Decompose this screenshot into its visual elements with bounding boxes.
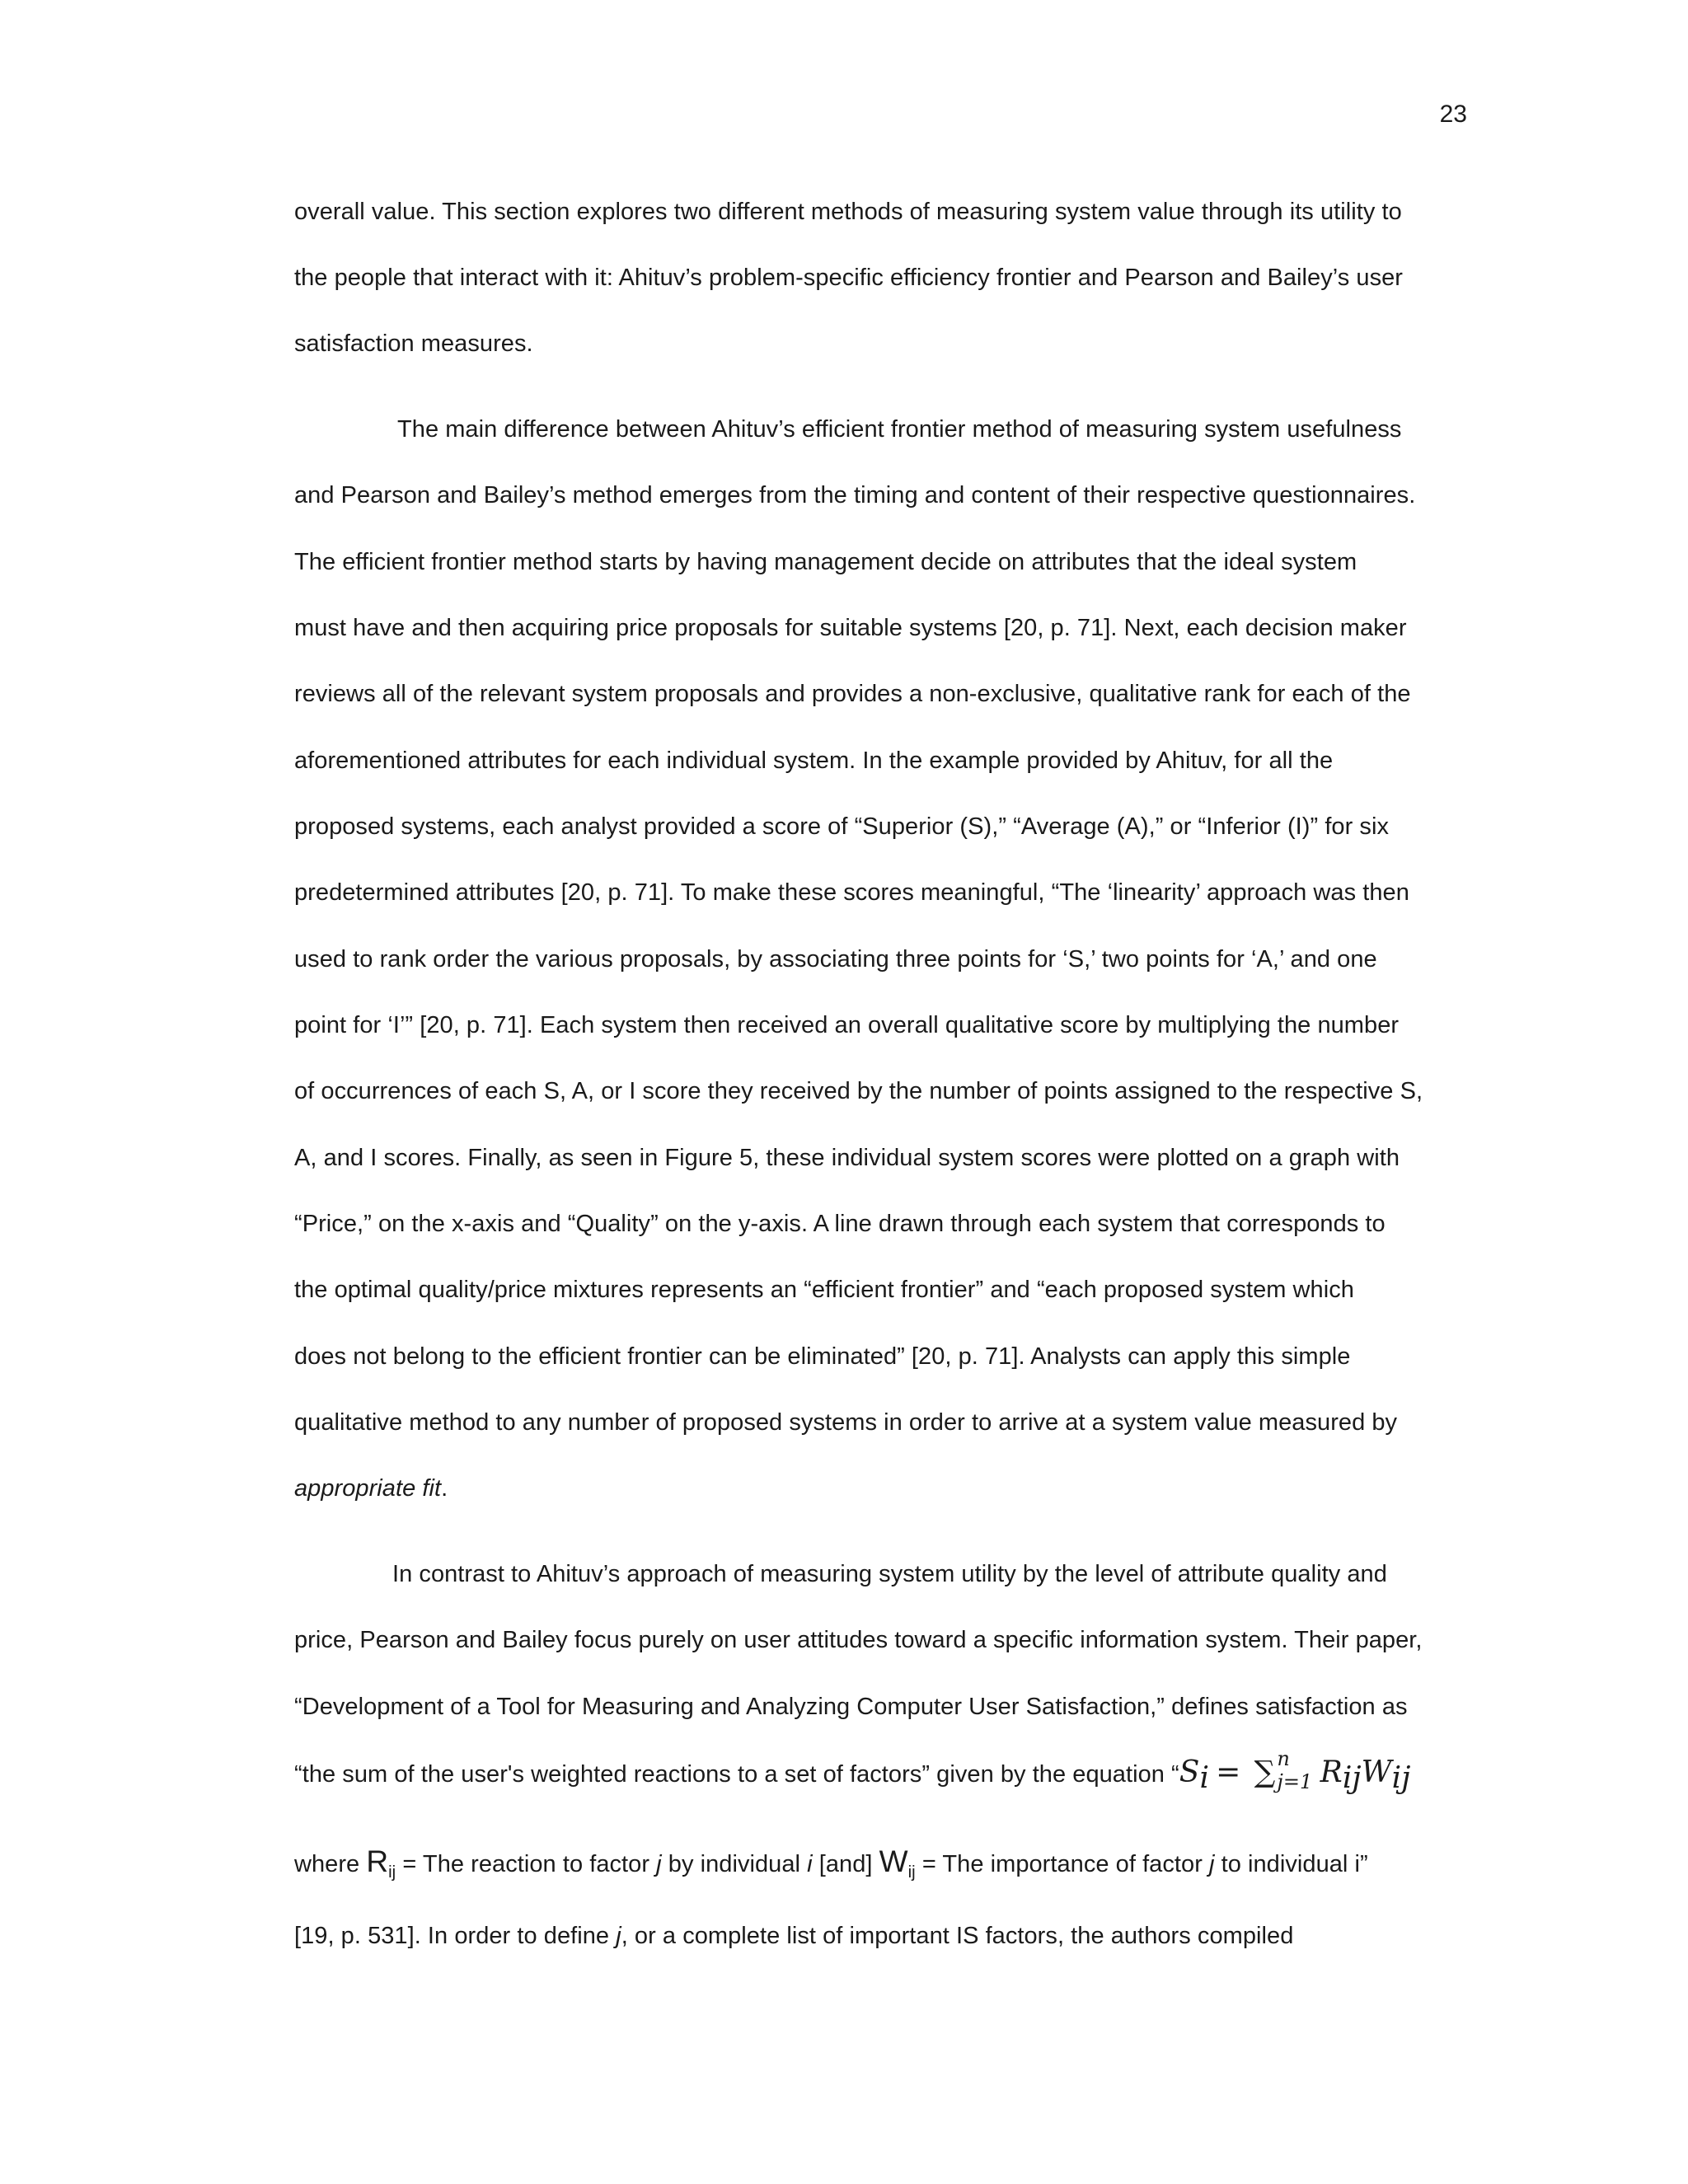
eq-symbol-r: R <box>1320 1755 1343 1789</box>
body-text-line: does not belong to the efficient frontier can be eliminated” [20, p. 71]. Analysts can apply this simple <box>294 1343 1351 1370</box>
text-run: [19, p. 531]. In order to define <box>294 1923 617 1949</box>
body-text-line: “Price,” on the x-axis and “Quality” on the y-axis. A line drawn through each system that corresponds to <box>294 1211 1386 1237</box>
body-text-line: the optimal quality/price mixtures represents an “efficient frontier” and “each proposed system which <box>294 1277 1354 1303</box>
body-text-line <box>294 1844 1368 1882</box>
var-j: j <box>1209 1851 1215 1877</box>
eq-sigma-sub: j=1 <box>1277 1770 1313 1794</box>
var-sub: ij <box>907 1863 916 1882</box>
body-text-line: of occurrences of each S, A, or I score they received by the number of points assigned to the respective S, <box>294 1078 1423 1104</box>
body-text-line: The main difference between Ahituv’s efficient frontier method of measuring system usefulness <box>397 416 1402 443</box>
page-number: 23 <box>1439 101 1467 128</box>
var-sub: ij <box>388 1863 396 1882</box>
equation <box>1179 1747 1411 1795</box>
body-text-line: “Development of a Tool for Measuring and Analyzing Computer User Satisfaction,” defines satisfaction as <box>294 1694 1408 1720</box>
body-text-line <box>294 1923 1293 1950</box>
var-w: W <box>879 1844 908 1878</box>
var-r: R <box>366 1844 389 1878</box>
var-i: i <box>807 1851 813 1877</box>
text-run: by individual <box>661 1851 808 1877</box>
period: . <box>441 1475 448 1502</box>
text-run: , or a complete list of important IS factors, the authors compiled <box>621 1923 1294 1949</box>
body-text-line <box>294 1475 448 1502</box>
body-text-line: In contrast to Ahituv’s approach of measuring system utility by the level of attribute quality and <box>392 1561 1387 1587</box>
body-text-line: point for ‘I’” [20, p. 71]. Each system then received an overall qualitative score by multiplying the number <box>294 1012 1400 1038</box>
body-text-line: price, Pearson and Bailey focus purely on user attitudes toward a specific information system. Their paper, <box>294 1627 1423 1653</box>
equation-line <box>294 1747 1411 1795</box>
eq-sigma-sup: n <box>1277 1747 1290 1771</box>
body-text-line: must have and then acquiring price proposals for suitable systems [20, p. 71]. Next, each decision maker <box>294 615 1407 641</box>
eq-subscript-ij: ij <box>1342 1760 1362 1795</box>
text-run: = The importance of factor <box>915 1851 1210 1877</box>
eq-subscript-i: i <box>1199 1760 1210 1795</box>
var-j: j <box>616 1923 621 1949</box>
body-text-line: proposed systems, each analyst provided a score of “Superior (S),” “Average (A),” or “Inferior (I)” for six <box>294 813 1390 840</box>
body-text-line: A, and I scores. Finally, as seen in Figure 5, these individual system scores were plotted on a graph with <box>294 1145 1400 1171</box>
body-text-line: overall value. This section explores two different methods of measuring system value through its utility to <box>294 199 1402 225</box>
body-text-line: and Pearson and Bailey’s method emerges from the timing and content of their respective questionnaires. <box>294 482 1416 509</box>
eq-sigma: ∑ <box>1254 1755 1276 1789</box>
var-j: j <box>656 1851 662 1877</box>
text-run: = The reaction to factor <box>396 1851 657 1877</box>
body-text-line: reviews all of the relevant system proposals and provides a non-exclusive, qualitative rank for each of the <box>294 681 1411 707</box>
body-text-line: satisfaction measures. <box>294 330 533 357</box>
body-text-line: aforementioned attributes for each individual system. In the example provided by Ahituv, for all the <box>294 748 1334 774</box>
eq-subscript-ij: ij <box>1391 1760 1411 1795</box>
body-text-line: predetermined attributes [20, p. 71]. To make these scores meaningful, “The ‘linearity’ approach was then <box>294 879 1409 906</box>
body-text-line: the people that interact with it: Ahituv’s problem-specific efficiency frontier and Pearson and Bailey’s user <box>294 265 1404 291</box>
text-run: to individual i” <box>1214 1851 1368 1877</box>
eq-symbol-w: W <box>1361 1755 1392 1789</box>
eq-equals: = <box>1216 1755 1241 1789</box>
text-run: [and] <box>812 1851 879 1877</box>
eq-symbol-s: S <box>1179 1755 1200 1789</box>
text-run: where <box>294 1851 367 1877</box>
equation-intro-text: “the sum of the user's weighted reactions to a set of factors” given by the equation “ <box>294 1761 1179 1788</box>
body-text-line: qualitative method to any number of proposed systems in order to arrive at a system value measured by <box>294 1409 1398 1436</box>
italic-term: appropriate fit <box>294 1475 442 1502</box>
body-text-line: used to rank order the various proposals, by associating three points for ‘S,’ two points for ‘A,’ and one <box>294 946 1377 972</box>
body-text-line: The efficient frontier method starts by having management decide on attributes that the ideal system <box>294 549 1357 575</box>
